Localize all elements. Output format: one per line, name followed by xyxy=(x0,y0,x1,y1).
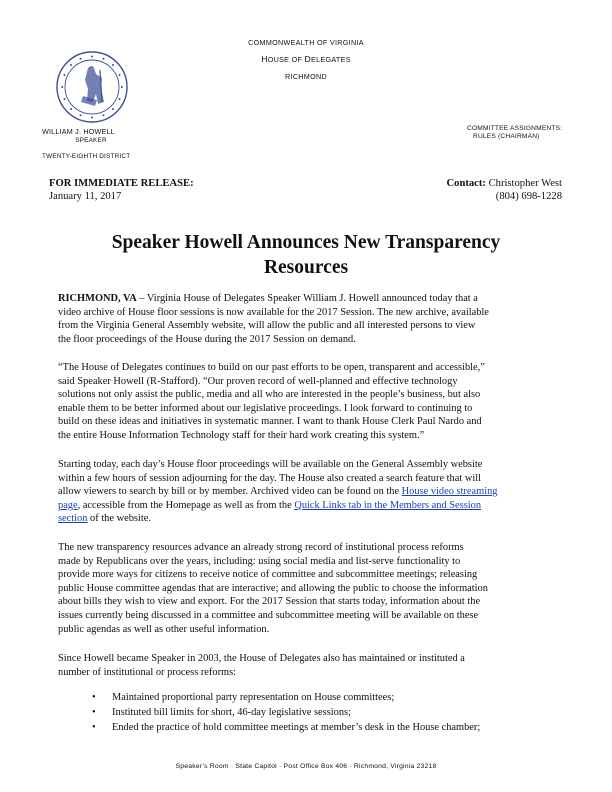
letterhead-commonwealth: COMMONWEALTH OF VIRGINIA xyxy=(248,38,364,47)
list-item: • Maintained proportional party representation on House committees; xyxy=(92,690,562,705)
house-video-streaming-page-link[interactable]: page xyxy=(58,499,78,511)
quick-links-section-link[interactable]: section xyxy=(58,513,88,525)
paragraph-2: “The House of Delegates continues to build on our past efforts to be open, transparent and accessible,” said Speaker Howell (R-Stafford). “Our proven record of well-planned and effective technology solutions not only assist the public, media and all who are interested in the people’s business, but also enable them to be better informed about our legislative proceedings. I look forward to continuing to build on these ideas and initiatives in systematic manner. I want to thank House Clerk Paul Nardo and the entire House Information Technology staff for their hard work creating this system.” xyxy=(58,362,485,441)
paragraph-4: The new transparency resources advance an already strong record of institutional process reforms made by Republicans over the years, including: using social media and list-serve functionality to provide more ways for citizens to receive notice of committee and subcommittee meetings; releasing public House committee agendas that are interactive; and allowing the public to choose the information about bills they wish to view and export. For the 2017 Session that starts today, information about the issues currently being discussed in a committee and subcommittee meeting will be available on these public agendas as well as other useful information. xyxy=(58,542,488,635)
house-video-streaming-link[interactable]: House video streaming xyxy=(401,486,498,498)
speaker-title: SPEAKER xyxy=(75,137,107,144)
footer-address: Speaker’s Room · State Capitol · Post Office Box 406 · Richmond, Virginia 23218 xyxy=(175,763,437,770)
paragraph-1: RICHMOND, VA – Virginia House of Delegates Speaker William J. Howell announced today that a video archive of House floor sessions is now available for the 2017 Session. The new archive, available from the Virginia General Assembly website, will allow the public and all interested persons to view the floor proceedings of the House during the 2017 Session on demand. xyxy=(58,293,489,345)
contact-label: Contact: xyxy=(446,178,486,189)
contact-name: Christopher West xyxy=(488,178,562,189)
quick-links-tab-link[interactable]: Quick Links tab in the Members and Session xyxy=(294,499,482,511)
committee-assignments-value: RULES (CHAIRMAN) xyxy=(473,133,540,140)
release-label: FOR IMMEDIATE RELEASE: xyxy=(49,178,194,189)
bullet-icon: • xyxy=(92,707,96,719)
paragraph-3: Starting today, each day’s House floor proceedings will be available on the General Assembly website within a few hours of session adjourning for the day. The House also created a search feature that will allow viewers to search by bill or by member. Archived video can be found on the House video streaming page, accessible from the Homepage as well as from the Quick Links tab in the Members and Session section of the website. xyxy=(58,459,498,525)
reform-list xyxy=(92,690,562,736)
release-date: January 11, 2017 xyxy=(49,191,122,202)
bullet-icon: • xyxy=(92,692,96,703)
virginia-seal-icon xyxy=(55,50,129,124)
speaker-district: TWENTY-EIGHTH DISTRICT xyxy=(42,153,131,160)
bullet-icon: • xyxy=(92,722,96,734)
letterhead-richmond: RICHMOND xyxy=(285,72,327,81)
committee-assignments-label: COMMITTEE ASSIGNMENTS: xyxy=(467,125,563,132)
dateline: RICHMOND, VA xyxy=(58,293,137,304)
headline: Speaker Howell Announces New Transparency Resources xyxy=(111,232,501,278)
letterhead-house-of-delegates: HOUSE OF DELEGATES xyxy=(261,54,351,64)
contact-phone: (804) 698-1228 xyxy=(495,191,562,202)
paragraph-5: Since Howell became Speaker in 2003, the House of Delegates also has maintained or instituted a number of institutional or process reforms: xyxy=(58,653,465,678)
contact-line xyxy=(380,178,562,189)
list-item: • Ended the practice of hold committee meetings at member’s desk in the House chamber; xyxy=(92,720,562,735)
list-item: • Instituted bill limits for short, 46-day legislative sessions; xyxy=(92,705,562,720)
speaker-name: WILLIAM J. HOWELL xyxy=(42,127,115,136)
